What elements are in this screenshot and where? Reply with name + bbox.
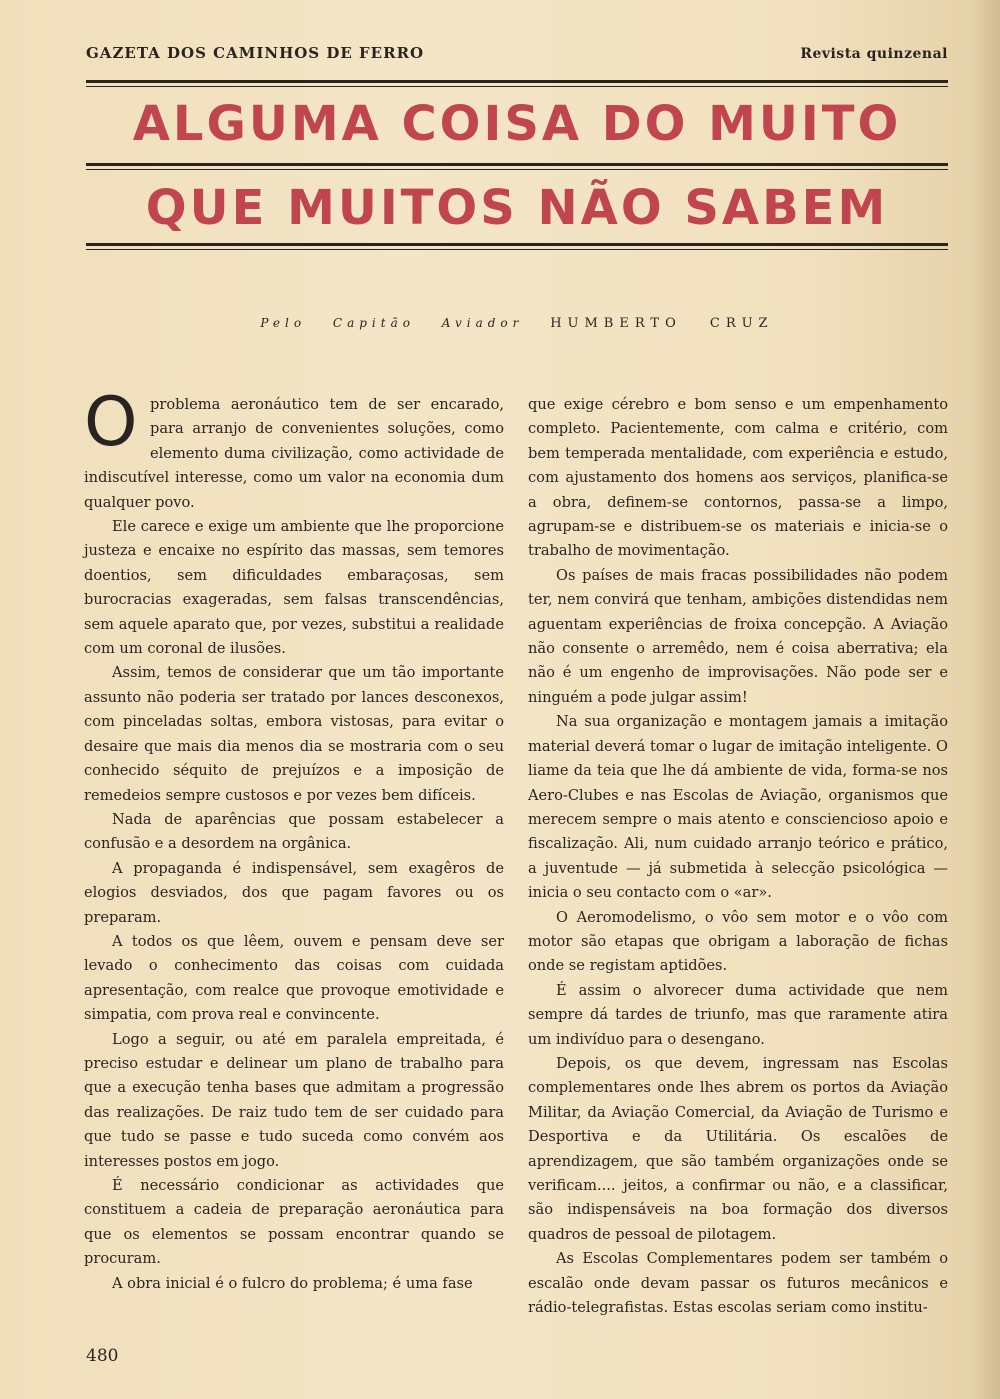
- headline-line-2: QUE MUITOS NÃO SABEM: [145, 180, 889, 236]
- paragraph: O Aeromodelismo, o vôo sem motor e o vôo com motor são etapas que obrigam a laboração de fichas onde se registam aptidões.: [528, 908, 948, 975]
- article-column-left: [84, 383, 504, 1296]
- paragraph: É assim o alvorecer duma actividade que nem sempre dá tardes de triunfo, mas que raramente atira um indivíduo para o desengano.: [528, 981, 948, 1048]
- paragraph: As Escolas Complementares podem ser também o escalão onde devam passar os futuros mecânicos e rádio-telegrafistas. Estas escolas seriam como institu-: [528, 1250, 948, 1317]
- title-middle-rule-thin: [86, 169, 948, 170]
- title-middle-rule: [86, 163, 948, 166]
- paragraph: A todos os que lêem, ouvem e pensam deve ser levado o conhecimento das coisas com cuidada apresentação, com realce que provoque emotividade e simpatia, com prova real e convincente.: [84, 932, 504, 1024]
- byline-prefix: Pelo Capitão Aviador: [260, 316, 524, 330]
- article-column-right: [528, 393, 948, 1320]
- running-header: [86, 40, 948, 66]
- paragraph: A propaganda é indispensável, sem exagêros de elogios desviados, dos que pagam favores ou os preparam.: [84, 859, 504, 926]
- title-top-rule: [86, 80, 948, 83]
- paragraph: Logo a seguir, ou até em paralela empreitada, é preciso estudar e delinear um plano de trabalho para que a execução tenha bases que admitam a progressão das realizações. De raiz tudo tem de ser cuidado para que tudo se passe e tudo suceda como convém aos interesses postos em jogo.: [84, 1030, 504, 1170]
- paragraph: Nada de aparências que possam estabelecer a confusão e a desordem na orgânica.: [84, 810, 504, 853]
- paragraph-text: problema aeronáutico tem de ser encarado, para arranjo de convenientes soluções, como elemento duma civilização, como actividade de indiscutível interesse, como um valor na economia dum qualquer povo.: [84, 396, 504, 511]
- drop-cap-letter: O: [84, 383, 138, 462]
- paragraph: Depois, os que devem, ingressam nas Escolas complementares onde lhes abrem os portos da Aviação Militar, da Aviação Comercial, da Aviação de Turismo e Desportiva e da Utilitária. Os escalões de aprendizagem, que são também organizações onde se verificam.... jeitos, a confirmar ou não, e a classificar, são indispensáveis na boa formação dos diversos quadros de pessoal de pilotagem.: [528, 1054, 948, 1243]
- paragraph: Na sua organização e montagem jamais a imitação material deverá tomar o lugar de imitação inteligente. O liame da teia que lhe dá ambiente de vida, forma-se nos Aero-Clubes e nas Escolas de Aviação, organismos que merecem sempre o mais atento e consciencioso apoio e fiscalização. Ali, num cuidado arranjo teórico e prático, a juventude — já submetida à selecção psicológica — inicia o seu contacto com o «ar».: [528, 713, 948, 902]
- byline-author: HUMBERTO CRUZ: [550, 316, 774, 331]
- paragraph: Os países de mais fracas possibilidades não podem ter, nem convirá que tenham, ambições distendidas nem aguentam experiências de froixa concepção. A Aviação não consente o arremêdo, nem é coisa aberrativa; ela não é um engenho de improvisações. Não pode ser e ninguém a pode julgar assim!: [528, 566, 948, 706]
- headline-line-1: ALGUMA COISA DO MUITO: [132, 96, 902, 152]
- paragraph: que exige cérebro e bom senso e um empenhamento completo. Pacientemente, com calma e critério, com bem temperada mentalidade, com experiência e estudo, com ajustamento dos homens aos serviços, planifica-se a obra, definem-se contornos, passa-se a limpo, agrupam-se e distribuem-se os materiais e inicia-se o trabalho de movimentação.: [528, 396, 948, 560]
- paragraph: Assim, temos de considerar que um tão importante assunto não poderia ser tratado por lances desconexos, com pinceladas soltas, embora vistosas, para evitar o desaire que mais dia menos dia se mostraria com o seu conhecido séquito de prejuízos e a imposição de remedeios sempre custosos e por vezes bem difíceis.: [84, 664, 504, 804]
- paragraph: A obra inicial é o fulcro do problema; é uma fase: [112, 1274, 473, 1292]
- publication-name: GAZETA DOS CAMINHOS DE FERRO: [86, 44, 425, 62]
- page-number: 480: [86, 1346, 119, 1366]
- paragraph: É necessário condicionar as actividades que constituem a cadeia de preparação aeronáutica para que os elementos se possam encontrar quando se procuram.: [84, 1177, 504, 1268]
- drop-cap: [84, 383, 140, 465]
- paragraph: Ele carece e exige um ambiente que lhe proporcione justeza e encaixe no espírito das massas, sem temores doentios, sem dificuldades embaraçosas, sem burocracias exageradas, sem falsas transcendências, sem aquele aparato que, por vezes, substitui a realidade com um coronal de ilusões.: [84, 518, 504, 658]
- publication-frequency: Revista quinzenal: [800, 46, 948, 62]
- title-bottom-rule: [86, 243, 948, 246]
- byline: [86, 316, 948, 331]
- title-top-rule-thin: [86, 86, 948, 87]
- title-bottom-rule-thin: [86, 249, 948, 250]
